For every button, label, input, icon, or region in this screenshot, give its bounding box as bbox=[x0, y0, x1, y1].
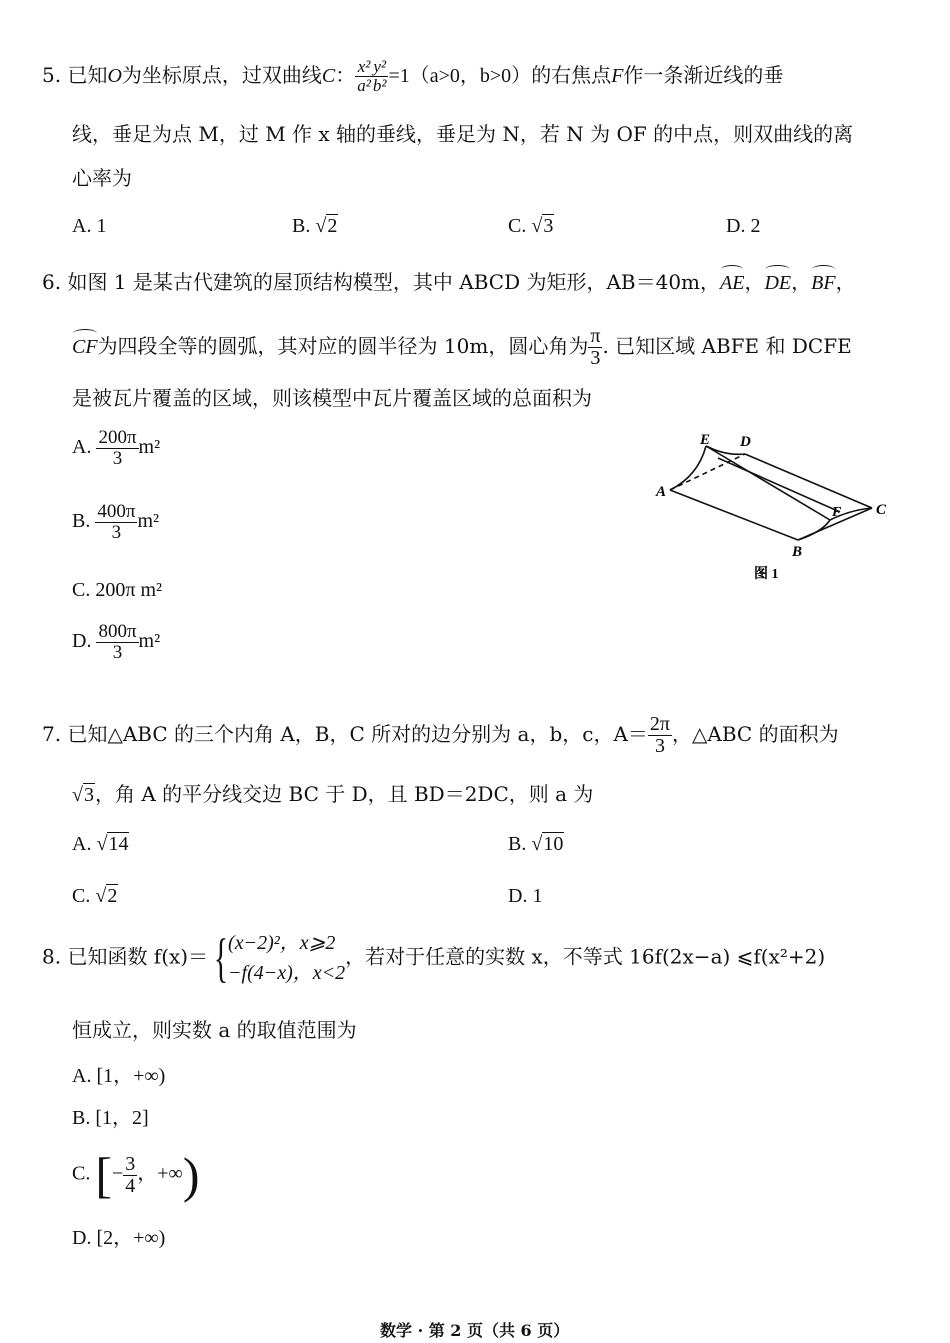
q5-option-d: D. 2 bbox=[726, 215, 761, 237]
q6-option-d: D. $\frac{800\pi}{3}$ m² bbox=[72, 621, 161, 663]
arc-ae: AE bbox=[720, 269, 744, 297]
q7-option-a: A. √14 bbox=[72, 833, 129, 855]
q8-option-a: A. [1，+∞) bbox=[72, 1065, 166, 1087]
label-b: B bbox=[792, 544, 803, 560]
q6-option-a: A. $\frac{200\pi}{3}$ m² bbox=[72, 427, 161, 469]
edge-ab bbox=[670, 490, 798, 540]
label-c: C bbox=[876, 502, 887, 518]
q5-line2: 线，垂足为点 M，过 M 作 x 轴的垂线，垂足为 N，若 N 为 OF 的中点，则双曲线的离 bbox=[72, 122, 854, 146]
ridge-inner bbox=[718, 458, 840, 512]
label-d: D bbox=[740, 434, 751, 450]
q5-frac-x: $\frac{\text{x²}}{\text{a²}}$ bbox=[357, 57, 371, 95]
q7-line2: √3，角 A 的平分线交边 BC 于 D，且 BD＝2DC，则 a 为 bbox=[72, 782, 594, 806]
q8-line1: 8. 已知函数 f(x)＝ { (x−2)²，x⩾2 −f(4−x)，x<2 ，若对于任意的实数 x，不等式 16f(2x−a) ⩽f(x²+2) bbox=[42, 928, 826, 988]
q7-line1: 7. 已知△ABC 的三个内角 A，B，C 所对的边分别为 a，b，c，A＝ $\frac{2\pi}{3}$ ，△ABC 的面积为 bbox=[42, 713, 839, 757]
q7-option-b: B. √10 bbox=[508, 833, 564, 855]
q8-number: 8. bbox=[42, 944, 62, 969]
q6-option-b: B. $\frac{400\pi}{3}$ m² bbox=[72, 501, 159, 543]
q7-option-d: D. 1 bbox=[508, 885, 543, 907]
q5-option-c: C. √3 bbox=[508, 215, 554, 237]
q6-option-c: C. 200π m² bbox=[72, 579, 162, 601]
q5-option-a: A. 1 bbox=[72, 215, 107, 237]
q6-line1: 6. 如图 1 是某古代建筑的屋顶结构模型，其中 ABCD 为矩形，AB＝40m，AE，DE，BF， bbox=[42, 268, 856, 297]
q8-option-d: D. [2，+∞) bbox=[72, 1227, 166, 1249]
page-footer: 数学 · 第 2 页（共 6 页） bbox=[380, 1321, 570, 1340]
q6-line3: 是被瓦片覆盖的区域，则该模型中瓦片覆盖区域的总面积为 bbox=[72, 386, 592, 410]
q5-number: 5. bbox=[42, 62, 62, 87]
arc-de: DE bbox=[764, 269, 791, 297]
q8-line2: 恒成立，则实数 a 的取值范围为 bbox=[72, 1018, 357, 1042]
q5-frac-y: $\frac{\text{y²}}{\text{b²}}$ bbox=[372, 57, 387, 95]
q6-angle-frac: $\frac{\pi}{3}$ bbox=[590, 325, 601, 369]
label-f: F bbox=[832, 505, 842, 520]
figure-caption: 图 1 bbox=[754, 567, 779, 582]
arc-ae-curve bbox=[670, 446, 706, 490]
arc-cf: CF bbox=[72, 333, 98, 361]
label-a: A bbox=[656, 484, 667, 500]
q5-line3: 心率为 bbox=[72, 166, 132, 190]
q5-line1: 5. 已知O为坐标原点，过双曲线C： $\frac{\text{x²}}{\text{a²}}$ $\frac{\text{y²}}{\text{b²}}$ =1（a>0，b>0）的右焦点F作一条渐近线的垂 bbox=[42, 57, 784, 95]
q8-case2: −f(4−x)，x<2 bbox=[228, 962, 346, 984]
arc-bf: BF bbox=[811, 269, 835, 297]
q6-number: 6. bbox=[42, 270, 62, 294]
q7-option-c: C. √2 bbox=[72, 885, 118, 907]
q6-line2: CF为四段全等的圆弧，其对应的圆半径为 10m，圆心角为 $\frac{\pi}{3}$ . 已知区域 ABFE 和 DCFE bbox=[72, 325, 852, 369]
edge-ad bbox=[670, 454, 745, 490]
q5-option-b: B. √2 bbox=[292, 215, 338, 237]
q8-case1: (x−2)²，x⩾2 bbox=[228, 932, 336, 954]
q8-option-b: B. [1，2] bbox=[72, 1107, 149, 1129]
roof-figure bbox=[650, 432, 900, 582]
label-e: E bbox=[700, 432, 711, 448]
q8-option-c: C. [− $\frac{3}{4}$ ，+∞) bbox=[72, 1147, 200, 1203]
arc-bf-curve bbox=[798, 520, 830, 540]
q7-number: 7. bbox=[42, 722, 62, 746]
